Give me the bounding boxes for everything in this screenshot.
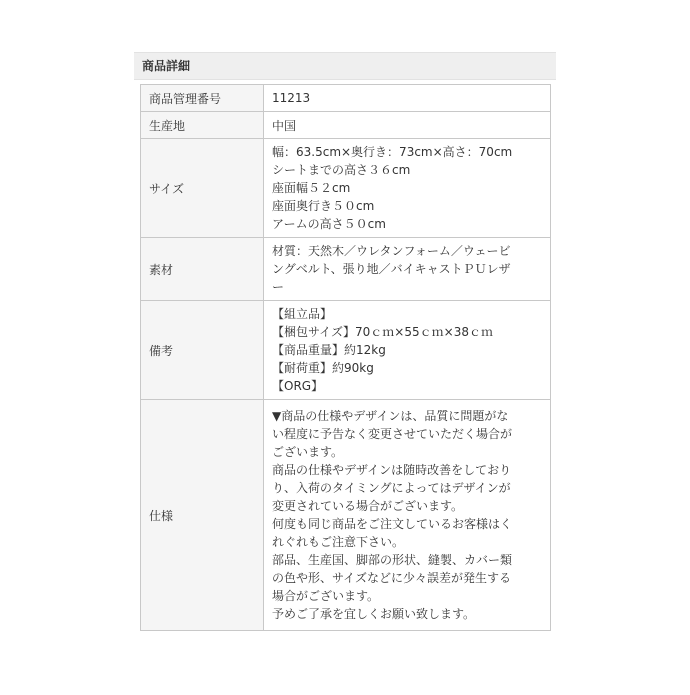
material-line: 材質：天然木／ウレタンフォーム／ウェービ [272,244,511,258]
specification-line: 変更されている場合がございます。 [272,499,464,513]
notes-line: 【組立品】 [272,307,333,321]
specification-line: の色や形、サイズなどに少々誤差が発生する [272,571,512,585]
specification-line: 場合がございます。 [272,589,380,603]
specification-line: り、入荷のタイミングによってはデザインが [272,481,511,495]
specification-line: 部品、生産国、脚部の形状、縫製、カバー類 [272,553,513,567]
product-id-value: 11213 [264,85,551,112]
row-specification [141,400,551,631]
origin-value: 中国 [264,112,551,139]
origin-label: 生産地 [141,112,264,139]
row-notes [141,301,551,400]
material-label: 素材 [141,238,264,301]
size-line: 幅：63.5cm×奥行き：73cm×高さ：70cm [272,145,513,159]
notes-label: 備考 [141,301,264,400]
specification-line: 何度も同じ商品をご注文しているお客様はく [272,517,513,531]
row-product-id [141,85,551,112]
specification-line: い程度に予告なく変更させていただく場合が [272,427,513,441]
notes-line: 【耐荷重】約90kg [272,361,374,375]
specification-label: 仕様 [141,400,264,631]
specification-line: れぐれもご注意下さい。 [272,535,405,549]
material-line: ングベルト、張り地／バイキャストＰＵレザ [272,262,511,276]
size-line: シートまでの高さ３６cm [272,163,411,177]
size-value [264,139,551,238]
specification-line: 商品の仕様やデザインは随時改善をしており [272,463,512,477]
row-material [141,238,551,301]
specification-value [264,400,551,631]
specification-line: 予めご了承を宜しくお願い致します。 [272,607,476,621]
notes-line: 【ORG】 [272,379,324,393]
notes-line: 【商品重量】約12kg [272,343,386,357]
product-id-label: 商品管理番号 [141,85,264,112]
product-spec-table [140,84,551,631]
size-line: 座面奥行き５０cm [272,199,375,213]
size-line: アームの高さ５０cm [272,217,386,231]
notes-value [264,301,551,400]
size-label: サイズ [141,139,264,238]
row-size [141,139,551,238]
material-line: ー [272,280,285,294]
material-value [264,238,551,301]
notes-line: 【梱包サイズ】70ｃｍ×55ｃｍ×38ｃｍ [272,325,493,339]
specification-line: ございます。 [272,445,344,459]
size-line: 座面幅５２cm [272,181,351,195]
specification-line: ▼商品の仕様やデザインは、品質に問題がな [272,409,509,423]
section-title: 商品詳細 [134,52,556,80]
row-origin [141,112,551,139]
